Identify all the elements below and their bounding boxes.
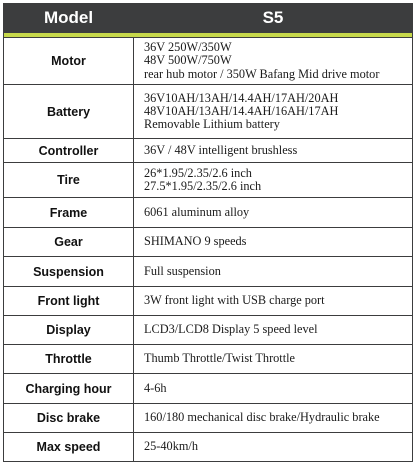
spec-label: Front light xyxy=(4,287,134,316)
spec-value xyxy=(134,139,413,163)
spec-row xyxy=(4,163,413,198)
spec-value xyxy=(134,38,413,85)
spec-value-line: Thumb Throttle/Twist Throttle xyxy=(144,351,296,366)
spec-value-line: 160/180 mechanical disc brake/Hydraulic brake xyxy=(144,410,380,425)
spec-row xyxy=(4,139,413,163)
spec-value-line: 4-6h xyxy=(144,380,167,395)
spec-row xyxy=(4,433,413,462)
spec-value-line: Full suspension xyxy=(144,263,221,278)
spec-value-line: rear hub motor / 350W Bafang Mid drive motor xyxy=(144,66,380,81)
spec-label: Tire xyxy=(4,163,134,198)
spec-value-line: 3W front light with USB charge port xyxy=(144,293,325,308)
spec-row xyxy=(4,404,413,433)
spec-label: Display xyxy=(4,316,134,345)
spec-label: Throttle xyxy=(4,345,134,374)
header-row xyxy=(4,4,413,33)
spec-value xyxy=(134,257,413,287)
spec-label: Frame xyxy=(4,198,134,228)
spec-value xyxy=(134,163,413,198)
spec-value-line: 36V10AH/13AH/14.4AH/17AH/20AH xyxy=(144,90,339,105)
spec-label: Max speed xyxy=(4,433,134,462)
spec-row xyxy=(4,374,413,404)
spec-label: Gear xyxy=(4,228,134,257)
spec-value-line: SHIMANO 9 speeds xyxy=(144,234,247,249)
spec-value-line: 48V 500W/750W xyxy=(144,53,232,68)
spec-label: Suspension xyxy=(4,257,134,287)
spec-value-line: LCD3/LCD8 Display 5 speed level xyxy=(144,322,318,337)
spec-row xyxy=(4,316,413,345)
spec-label: Motor xyxy=(4,38,134,85)
spec-value xyxy=(134,433,413,462)
spec-row xyxy=(4,257,413,287)
spec-value xyxy=(134,404,413,433)
spec-value xyxy=(134,198,413,228)
spec-label: Disc brake xyxy=(4,404,134,433)
spec-value-line: 36V 250W/350W xyxy=(144,40,232,55)
spec-value-line: 26*1.95/2.35/2.6 inch xyxy=(144,165,252,180)
spec-label: Controller xyxy=(4,139,134,163)
spec-row xyxy=(4,287,413,316)
spec-value xyxy=(134,316,413,345)
spec-value-line: 27.5*1.95/2.35/2.6 inch xyxy=(144,179,262,193)
spec-value xyxy=(134,287,413,316)
spec-label: Battery xyxy=(4,85,134,139)
spec-row xyxy=(4,228,413,257)
spec-value-line: 48V10AH/13AH/14.4AH/16AH/17AH xyxy=(144,103,339,118)
spec-value-line: 6061 aluminum alloy xyxy=(144,204,250,219)
spec-value xyxy=(134,85,413,139)
spec-row xyxy=(4,198,413,228)
spec-value-line: 36V / 48V intelligent brushless xyxy=(144,142,298,157)
spec-value xyxy=(134,228,413,257)
spec-value-line: 25-40km/h xyxy=(144,439,198,454)
spec-body xyxy=(4,38,413,462)
spec-label: Charging hour xyxy=(4,374,134,404)
spec-table xyxy=(3,3,413,462)
spec-row xyxy=(4,85,413,139)
spec-value-line: Removable Lithium battery xyxy=(144,117,280,132)
header-model-label: Model xyxy=(4,4,134,33)
spec-value xyxy=(134,374,413,404)
header-model-name: S5 xyxy=(134,4,413,33)
spec-value xyxy=(134,345,413,374)
spec-row xyxy=(4,345,413,374)
spec-row xyxy=(4,38,413,85)
